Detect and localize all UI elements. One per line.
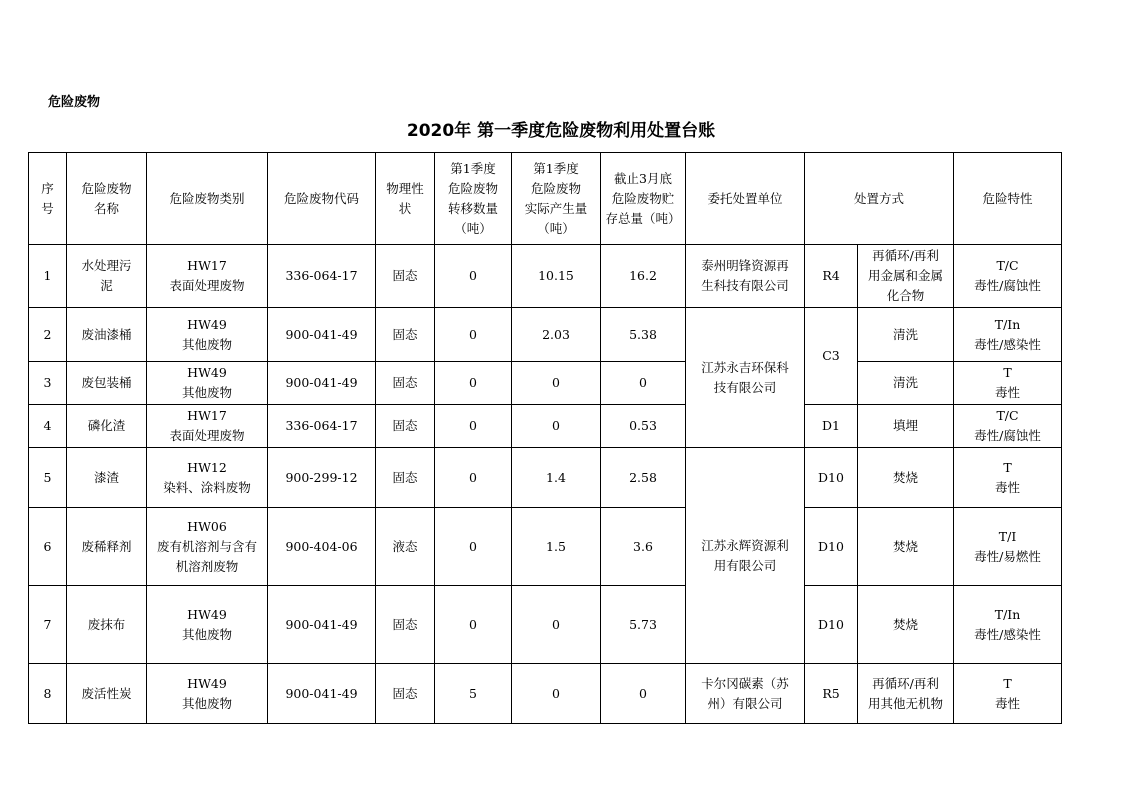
cell-transfer: 0	[435, 586, 512, 664]
header-transfer: 第1季度 危险废物 转移数量 （吨）	[435, 153, 512, 245]
table-row	[29, 405, 1062, 448]
cell-seq: 4	[29, 405, 67, 448]
cell-name: 磷化渣	[67, 405, 147, 448]
cell-method: 再循环/再利 用其他无机物	[858, 664, 954, 724]
header-state: 物理性 状	[376, 153, 435, 245]
cell-produced: 0	[512, 664, 601, 724]
cell-state: 固态	[376, 664, 435, 724]
header-seq: 序 号	[29, 153, 67, 245]
cell-method: 焚烧	[858, 508, 954, 586]
table-header-row	[29, 153, 1062, 245]
header-name: 危险废物 名称	[67, 153, 147, 245]
cell-transfer: 0	[435, 245, 512, 308]
table-row	[29, 245, 1062, 308]
cell-seq: 6	[29, 508, 67, 586]
table-row	[29, 362, 1062, 405]
cell-name: 水处理污 泥	[67, 245, 147, 308]
cell-stock: 0	[601, 362, 686, 405]
cell-category: HW49 其他废物	[147, 664, 268, 724]
cell-hazard: T 毒性	[954, 664, 1062, 724]
table-row	[29, 448, 1062, 508]
header-method: 处置方式	[805, 153, 954, 245]
cell-name: 废稀释剂	[67, 508, 147, 586]
cell-name: 废抹布	[67, 586, 147, 664]
cell-state: 固态	[376, 245, 435, 308]
cell-unit: 江苏永吉环保科 技有限公司	[686, 308, 805, 448]
cell-stock: 3.6	[601, 508, 686, 586]
cell-seq: 2	[29, 308, 67, 362]
cell-name: 废包装桶	[67, 362, 147, 405]
cell-method: 焚烧	[858, 586, 954, 664]
cell-transfer: 0	[435, 308, 512, 362]
cell-hazard: T/C 毒性/腐蚀性	[954, 245, 1062, 308]
cell-category: HW06 废有机溶剂与含有 机溶剂废物	[147, 508, 268, 586]
table-row	[29, 508, 1062, 586]
cell-seq: 5	[29, 448, 67, 508]
cell-unit: 泰州明锋资源再 生科技有限公司	[686, 245, 805, 308]
section-label: 危险废物	[48, 95, 101, 110]
cell-seq: 1	[29, 245, 67, 308]
cell-stock: 0	[601, 664, 686, 724]
table-row	[29, 664, 1062, 724]
cell-transfer: 0	[435, 362, 512, 405]
cell-hazard: T/In 毒性/感染性	[954, 308, 1062, 362]
table-row	[29, 308, 1062, 362]
cell-method-code: D10	[805, 448, 858, 508]
header-category: 危险废物类别	[147, 153, 268, 245]
cell-stock: 0.53	[601, 405, 686, 448]
cell-seq: 7	[29, 586, 67, 664]
cell-hazard: T/In 毒性/感染性	[954, 586, 1062, 664]
cell-code: 900-404-06	[268, 508, 376, 586]
cell-produced: 1.5	[512, 508, 601, 586]
cell-code: 900-041-49	[268, 308, 376, 362]
cell-seq: 8	[29, 664, 67, 724]
header-produced: 第1季度 危险废物 实际产生量 （吨）	[512, 153, 601, 245]
cell-stock: 5.38	[601, 308, 686, 362]
cell-stock: 5.73	[601, 586, 686, 664]
cell-seq: 3	[29, 362, 67, 405]
cell-code: 900-041-49	[268, 362, 376, 405]
cell-hazard: T/C 毒性/腐蚀性	[954, 405, 1062, 448]
cell-category: HW12 染料、涂料废物	[147, 448, 268, 508]
cell-state: 固态	[376, 448, 435, 508]
cell-transfer: 0	[435, 405, 512, 448]
cell-state: 液态	[376, 508, 435, 586]
cell-hazard: T 毒性	[954, 362, 1062, 405]
cell-produced: 1.4	[512, 448, 601, 508]
cell-state: 固态	[376, 405, 435, 448]
cell-method-code: D1	[805, 405, 858, 448]
cell-hazard: T/I 毒性/易燃性	[954, 508, 1062, 586]
header-hazard: 危险特性	[954, 153, 1062, 245]
hazardous-waste-ledger-table	[28, 152, 1062, 724]
cell-state: 固态	[376, 362, 435, 405]
cell-produced: 0	[512, 405, 601, 448]
cell-produced: 0	[512, 362, 601, 405]
cell-category: HW49 其他废物	[147, 362, 268, 405]
cell-method-code: D10	[805, 508, 858, 586]
cell-method-code: D10	[805, 586, 858, 664]
cell-transfer: 0	[435, 448, 512, 508]
cell-code: 900-299-12	[268, 448, 376, 508]
cell-code: 900-041-49	[268, 664, 376, 724]
cell-method-code: R5	[805, 664, 858, 724]
cell-method-code: R4	[805, 245, 858, 308]
cell-transfer: 0	[435, 508, 512, 586]
cell-state: 固态	[376, 586, 435, 664]
cell-method: 再循环/再利 用金属和金属 化合物	[858, 245, 954, 308]
cell-stock: 2.58	[601, 448, 686, 508]
header-code: 危险废物代码	[268, 153, 376, 245]
page-title: 2020年 第一季度危险废物利用处置台账	[406, 121, 716, 141]
cell-produced: 2.03	[512, 308, 601, 362]
cell-method: 填埋	[858, 405, 954, 448]
cell-hazard: T 毒性	[954, 448, 1062, 508]
cell-produced: 10.15	[512, 245, 601, 308]
cell-unit: 江苏永辉资源利 用有限公司	[686, 448, 805, 664]
header-stock: 截止3月底 危险废物贮 存总量（吨）	[601, 153, 686, 245]
cell-stock: 16.2	[601, 245, 686, 308]
cell-name: 废油漆桶	[67, 308, 147, 362]
cell-code: 336-064-17	[268, 245, 376, 308]
cell-produced: 0	[512, 586, 601, 664]
cell-unit: 卡尔冈碳素（苏 州）有限公司	[686, 664, 805, 724]
cell-category: HW49 其他废物	[147, 308, 268, 362]
cell-method: 焚烧	[858, 448, 954, 508]
table-row	[29, 586, 1062, 664]
cell-method: 清洗	[858, 308, 954, 362]
cell-name: 废活性炭	[67, 664, 147, 724]
cell-category: HW49 其他废物	[147, 586, 268, 664]
cell-method: 清洗	[858, 362, 954, 405]
cell-state: 固态	[376, 308, 435, 362]
cell-category: HW17 表面处理废物	[147, 245, 268, 308]
cell-transfer: 5	[435, 664, 512, 724]
cell-name: 漆渣	[67, 448, 147, 508]
cell-code: 336-064-17	[268, 405, 376, 448]
cell-code: 900-041-49	[268, 586, 376, 664]
cell-category: HW17 表面处理废物	[147, 405, 268, 448]
cell-method-code: C3	[805, 308, 858, 405]
header-unit: 委托处置单位	[686, 153, 805, 245]
